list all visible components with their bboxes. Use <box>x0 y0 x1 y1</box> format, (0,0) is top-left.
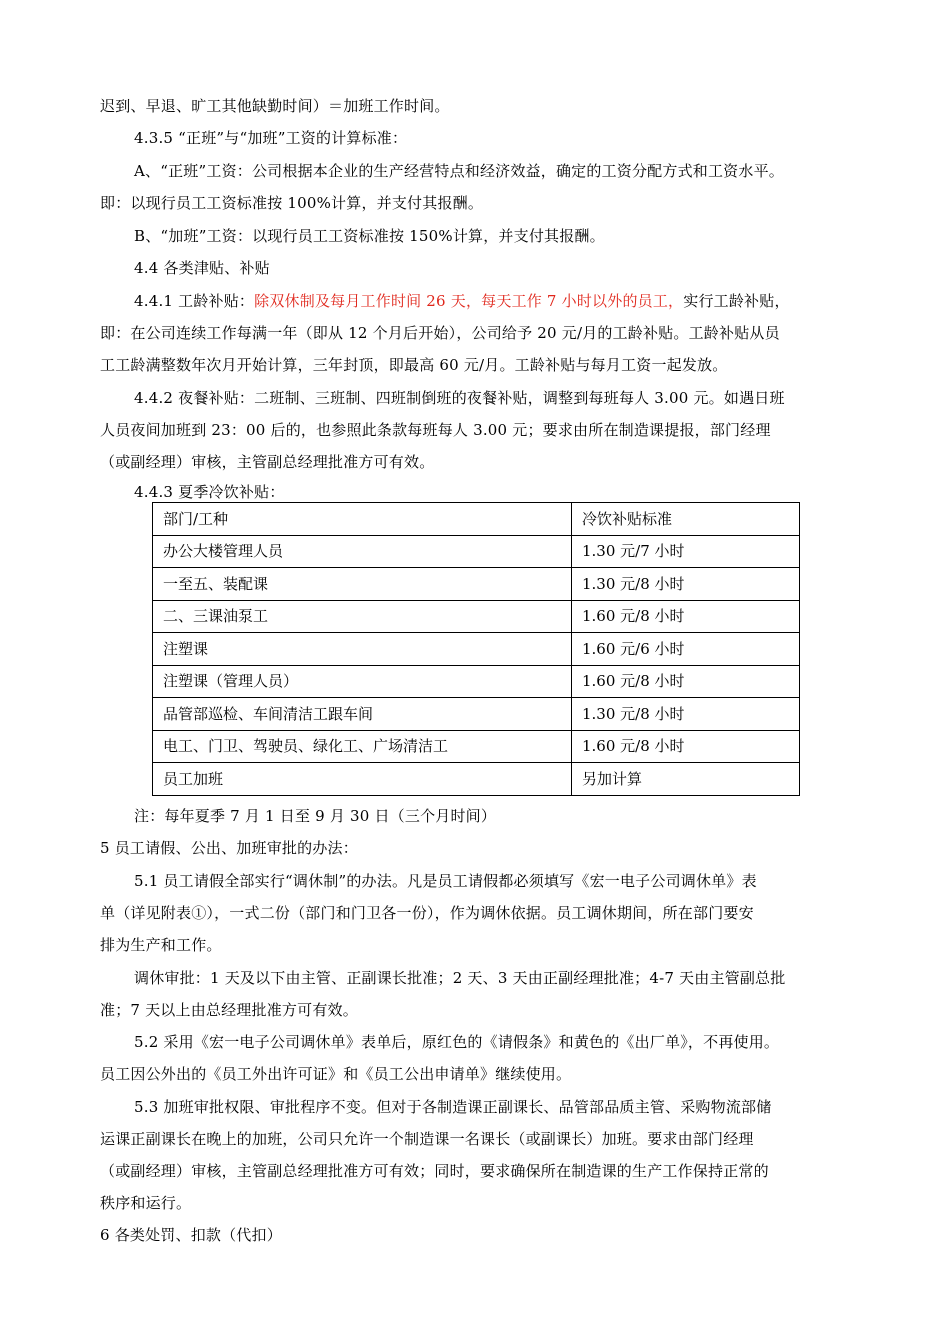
paragraph-forms-line1: 5.2 采用《宏一电子公司调休单》表单后，原红色的《请假条》和黄色的《出厂单》，不再使用。 <box>134 1033 780 1051</box>
paragraph-leave-line3: 排为生产和工作。 <box>100 936 222 954</box>
table-row <box>153 600 800 633</box>
paragraph-leave-line1: 5.1 员工请假全部实行“调休制”的办法。凡是员工请假都必须填写《宏一电子公司调休单》表 <box>134 872 757 890</box>
paragraph-overtime-wage: B、“加班”工资：以现行员工工资标准按 150%计算，并支付其报酬。 <box>134 227 605 245</box>
section-5-heading: 5 员工请假、公出、加班审批的办法： <box>100 839 358 857</box>
table-cell-department: 品管部巡检、车间清洁工跟车间 <box>153 698 572 731</box>
table-row <box>153 730 800 763</box>
table-header-cell: 部门/工种 <box>153 503 572 536</box>
section-6-heading: 6 各类处罚、扣款（代扣） <box>100 1226 282 1244</box>
table-cell-department: 注塑课（管理人员） <box>153 665 572 698</box>
table-cell-standard: 另加计算 <box>572 763 800 796</box>
table-header-cell: 冷饮补贴标准 <box>572 503 800 536</box>
seniority-suffix: 实行工龄补贴， <box>683 292 790 310</box>
table-row <box>153 763 800 796</box>
paragraph-seniority-line3: 工工龄满整数年次月开始计算，三年封顶，即最高 60 元/月。工龄补贴与每月工资一起发放。 <box>100 356 728 374</box>
table-cell-department: 一至五、装配课 <box>153 568 572 601</box>
table-cell-standard: 1.30 元/7 小时 <box>572 535 800 568</box>
paragraph-approval-line2: 准；7 天以上由总经理批准方可有效。 <box>100 1001 358 1019</box>
table-row <box>153 698 800 731</box>
table-cell-department: 电工、门卫、驾驶员、绿化工、广场清洁工 <box>153 730 572 763</box>
table-cell-standard: 1.60 元/8 小时 <box>572 730 800 763</box>
table-cell-department: 注塑课 <box>153 633 572 666</box>
seniority-label: 4.4.1 工龄补贴： <box>134 292 255 310</box>
cold-drink-allowance-table <box>152 502 800 796</box>
paragraph-seniority-line1 <box>134 291 790 311</box>
table-cell-department: 二、三课油泵工 <box>153 600 572 633</box>
table-cell-standard: 1.60 元/8 小时 <box>572 665 800 698</box>
paragraph-overtime-time: 迟到、早退、旷工其他缺勤时间）＝加班工作时间。 <box>100 97 450 115</box>
paragraph-night-meal-line2: 人员夜间加班到 23：00 后的，也参照此条款每班每人 3.00 元；要求由所在制造课提报，部门经理 <box>100 421 771 439</box>
table-note: 注：每年夏季 7 月 1 日至 9 月 30 日（三个月时间） <box>134 807 497 825</box>
section-4-4-heading: 4.4 各类津贴、补贴 <box>134 259 270 277</box>
seniority-highlight-text: 除双休制及每月工作时间 26 天，每天工作 7 小时以外的员工， <box>254 292 684 310</box>
paragraph-night-meal-line3: （或副经理）审核，主管副总经理批准方可有效。 <box>100 453 435 471</box>
paragraph-forms-line2: 员工因公外出的《员工外出许可证》和《员工公出申请单》继续使用。 <box>100 1065 572 1083</box>
paragraph-approval-line1: 调休审批：1 天及以下由主管、正副课长批准；2 天、3 天由正副经理批准；4-7 天由主管副总批 <box>134 969 786 987</box>
table-row <box>153 535 800 568</box>
table-cell-standard: 1.30 元/8 小时 <box>572 568 800 601</box>
paragraph-overtime-approval-line3: （或副经理）审核，主管副总经理批准方可有效；同时，要求确保所在制造课的生产工作保持正常的 <box>100 1162 769 1180</box>
table-cell-department: 员工加班 <box>153 763 572 796</box>
table-cell-standard: 1.30 元/8 小时 <box>572 698 800 731</box>
table-cell-department: 办公大楼管理人员 <box>153 535 572 568</box>
table-cell-standard: 1.60 元/8 小时 <box>572 600 800 633</box>
section-4-3-5-heading: 4.3.5 “正班”与“加班”工资的计算标准： <box>134 129 408 147</box>
table-row <box>153 665 800 698</box>
table-row <box>153 568 800 601</box>
table-cell-standard: 1.60 元/6 小时 <box>572 633 800 666</box>
table-row <box>153 633 800 666</box>
paragraph-night-meal-line1: 4.4.2 夜餐补贴：二班制、三班制、四班制倒班的夜餐补贴，调整到每班每人 3.00 元。如遇日班 <box>134 389 785 407</box>
paragraph-overtime-approval-line2: 运课正副课长在晚上的加班，公司只允许一个制造课一名课长（或副课长）加班。要求由部门经理 <box>100 1130 754 1148</box>
paragraph-seniority-line2: 即：在公司连续工作每满一年（即从 12 个月后开始），公司给予 20 元/月的工龄补贴。工龄补贴从员 <box>100 324 780 342</box>
table-header-row <box>153 503 800 536</box>
paragraph-regular-wage-line2: 即：以现行员工工资标准按 100%计算，并支付其报酬。 <box>100 194 484 212</box>
paragraph-regular-wage-line1: A、“正班”工资：公司根据本企业的生产经营特点和经济效益，确定的工资分配方式和工资水平。 <box>134 162 784 180</box>
section-4-4-3-heading: 4.4.3 夏季冷饮补贴： <box>134 483 285 501</box>
paragraph-overtime-approval-line4: 秩序和运行。 <box>100 1194 192 1212</box>
paragraph-overtime-approval-line1: 5.3 加班审批权限、审批程序不变。但对于各制造课正副课长、品管部品质主管、采购物流部储 <box>134 1098 772 1116</box>
paragraph-leave-line2: 单（详见附表①），一式二份（部门和门卫各一份），作为调休依据。员工调休期间，所在部门要安 <box>100 904 754 922</box>
